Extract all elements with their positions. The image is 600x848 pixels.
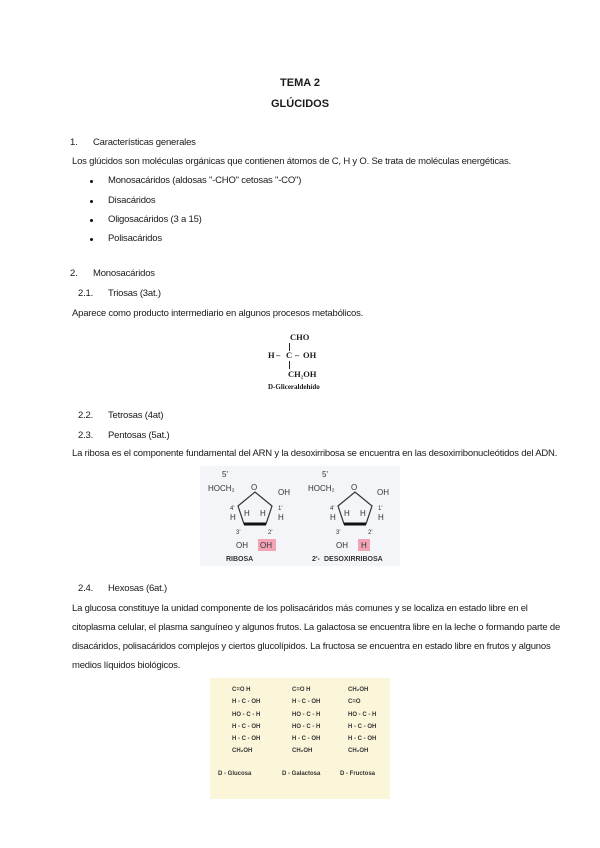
list-item: Polisacáridos xyxy=(108,233,162,244)
galactose-c5: H - C - OH xyxy=(292,736,321,743)
galactose-c4: HO - C - H xyxy=(292,723,321,730)
hexosas-line-4: medios líquidos biológicos. xyxy=(72,660,181,671)
galactose-c6: CH₂OH xyxy=(292,748,313,755)
hexosas-line-1: La glucosa constituye la unidad componente de los polisacáridos más comunes y se localiza en estado libre en el xyxy=(72,603,528,614)
ribose-c4-label: 4' xyxy=(230,506,235,512)
subsection-2-1-number: 2.1. xyxy=(78,288,94,299)
fructose-c3: HO - C - H xyxy=(348,711,377,718)
deoxy-hoch2: HOCH₂ xyxy=(308,484,335,493)
galactose-cho: C=O H xyxy=(292,687,311,693)
page-title: GLÚCIDOS xyxy=(270,98,330,110)
deoxy-h-c1: H xyxy=(378,513,384,522)
ribose-c2-label: 2' xyxy=(268,530,273,536)
deoxy-h-c3: H xyxy=(344,509,350,518)
ribose-hoch2: HOCH₂ xyxy=(208,484,235,493)
list-item: Oligosacáridos (3 a 15) xyxy=(108,214,202,225)
deoxy-h-c4: H xyxy=(330,513,336,522)
list-item: Disacáridos xyxy=(108,195,156,206)
deoxy-c3-label: 3' xyxy=(336,530,341,536)
fructose-label: D - Fructosa xyxy=(340,771,376,777)
subsection-2-1-title: Triosas (3at.) xyxy=(108,288,161,299)
subsection-2-3-number: 2.3. xyxy=(78,430,94,441)
cho-group: CHO xyxy=(290,332,310,342)
fructose-c4: H - C - OH xyxy=(348,723,377,730)
ribose-oh-c2: OH xyxy=(260,541,272,550)
hexosas-line-2: citoplasma celular, el plasma sanguíneo y algunos frutos. La galactosa se encuentra libre en la leche o formando parte de xyxy=(72,622,561,633)
deoxy-c2-label: 2' xyxy=(368,530,373,536)
deoxy-h-c2: H xyxy=(360,509,366,518)
ribose-label: RIBOSA xyxy=(226,556,254,563)
glucose-c3: HO - C - H xyxy=(232,711,261,718)
ribose-c1-label: 1' xyxy=(278,506,283,512)
section-2-number: 2. xyxy=(70,268,78,279)
section-1-number: 1. xyxy=(70,137,78,148)
galactose-c3: HO - C - H xyxy=(292,711,321,718)
ribose-oh-c1: OH xyxy=(278,488,290,497)
subsection-2-3-title: Pentosas (5at.) xyxy=(108,430,170,441)
hexosas-line-3: disacáridos, polisacáridos complejos y ciertos glucolípidos. La fructosa se encuentra en estado libre en frutos y algunos xyxy=(72,641,551,652)
glucose-c2: H - C - OH xyxy=(232,699,261,706)
list-item: Monosacáridos (aldosas "-CHO" cetosas "-CO") xyxy=(108,175,302,186)
deoxy-c4-label: 4' xyxy=(330,506,335,512)
subsection-2-4-title: Hexosas (6at.) xyxy=(108,583,167,594)
ribose-h-c3: H xyxy=(244,509,250,518)
deoxy-ring-oxygen: O xyxy=(351,483,358,492)
deoxy-label: DESOXIRRIBOSA xyxy=(324,556,383,563)
subsection-2-4-number: 2.4. xyxy=(78,583,94,594)
ch2oh-group: CH₂OH xyxy=(288,369,317,379)
subsection-2-2-number: 2.2. xyxy=(78,410,94,421)
ribose-oh-c3: OH xyxy=(236,541,248,550)
glyceraldehyde-figure: CHO H – C – OH CH₂OH D-Gliceraldehído xyxy=(268,332,320,391)
oh-group: OH xyxy=(303,350,317,360)
deoxy-c1-label: 1' xyxy=(378,506,383,512)
triosas-text: Aparece como producto intermediario en algunos procesos metabólicos. xyxy=(72,308,364,319)
deoxy-c5-label: 5' xyxy=(322,470,328,479)
deoxy-h-c2-highlight: H xyxy=(361,541,367,550)
subsection-2-2-title: Tetrosas (4at) xyxy=(108,410,164,421)
fructose-c6: CH₂OH xyxy=(348,748,369,755)
page-tema: TEMA 2 xyxy=(280,77,320,89)
section-2-title: Monosacáridos xyxy=(93,268,155,279)
pentoses-figure xyxy=(200,466,400,566)
glucose-cho: C=O H xyxy=(232,687,251,693)
h-atom: H xyxy=(268,350,275,360)
galactose-label: D - Galactosa xyxy=(282,771,321,777)
fructose-c1: CH₂OH xyxy=(348,687,369,693)
glucose-c5: H - C - OH xyxy=(232,736,261,743)
section-1-title: Características generales xyxy=(93,137,196,148)
c-atom: C xyxy=(286,350,293,360)
hexoses-figure xyxy=(210,678,390,799)
glucose-c4: H - C - OH xyxy=(232,723,261,730)
ribose-c3-label: 3' xyxy=(236,530,241,536)
ribose-h-c2: H xyxy=(260,509,266,518)
glyceraldehyde-label: D-Gliceraldehído xyxy=(268,383,320,391)
ribose-ring-oxygen: O xyxy=(251,483,258,492)
deoxy-oh-c1: OH xyxy=(377,488,389,497)
fructose-c2: C=O xyxy=(348,699,361,706)
glucose-c6: CH₂OH xyxy=(232,748,253,755)
galactose-c2: H - C - OH xyxy=(292,699,321,706)
bond-line xyxy=(289,361,290,369)
glucose-label: D - Glucosa xyxy=(218,771,252,777)
deoxy-oh-c3: OH xyxy=(336,541,348,550)
pentosas-text: La ribosa es el componente fundamental del ARN y la desoxirribosa se encuentra en las desoxirribonucleótidos del ADN. xyxy=(72,448,558,459)
fructose-c5: H - C - OH xyxy=(348,736,377,743)
ribose-h-c1: H xyxy=(278,513,284,522)
deoxy-prefix: 2'- xyxy=(312,556,320,563)
ribose-c5-label: 5' xyxy=(222,470,228,479)
ribose-h-c4: H xyxy=(230,513,236,522)
section-1-intro: Los glúcidos son moléculas orgánicas que contienen átomos de C, H y O. Se trata de moléculas energéticas. xyxy=(72,156,511,167)
